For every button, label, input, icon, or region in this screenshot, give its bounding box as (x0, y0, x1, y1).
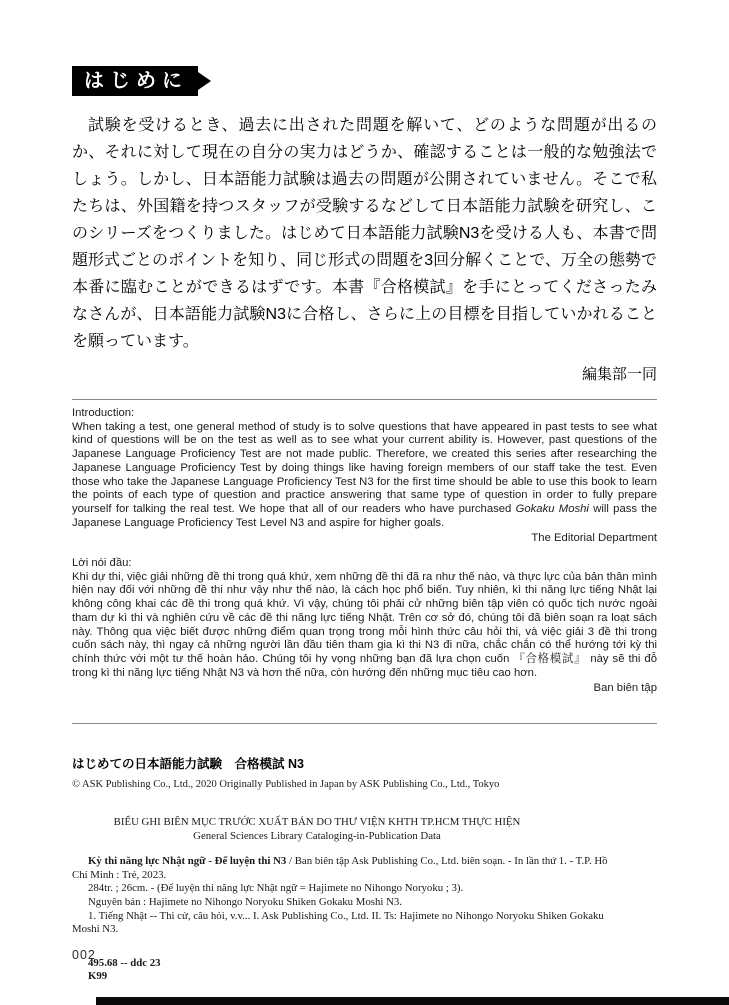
english-heading: Introduction: (72, 407, 135, 419)
cip-physical-description: 284tr. ; 26cm. - (Để luyện thi năng lực Nhật ngữ = Hajimete no Nihongo Noryoku ; 3). (88, 882, 464, 895)
cip-entry-title: Kỳ thi năng lực Nhật ngữ - Để luyện thi N3 (88, 855, 287, 868)
english-body-part1: When taking a test, one general method of study is to solve questions that have appeared in past tests to see what kind of questions will be on the test as well as to see what your current ability is. However, past questions of the Japanese Language Proficiency Test are not made public. Therefore, we created this series after researching the Japanese Language Proficiency Test by doing things like having foreign members of our staff take the test. Even those who take the Japanese Language Proficiency Test N3 for the first time should be able to use this book to learn the points of each type of question and practice answering that same type of question in order to fully prepare yourself for talking the real test. We hope that all of our readers who have purchased (72, 420, 657, 515)
page-number: 002 (72, 948, 96, 962)
section-title-banner (72, 66, 198, 96)
copyright-line: © ASK Publishing Co., Ltd., 2020 Originally Published in Japan by ASK Publishing Co., Ltd., Tokyo (72, 779, 500, 791)
cip-header-vietnamese: BIỂU GHI BIÊN MỤC TRƯỚC XUẤT BẢN DO THƯ VIỆN KHTH TP.HCM THỰC HIỆN (113, 816, 521, 829)
english-introduction-section (72, 407, 657, 546)
cataloging-in-publication-block (72, 816, 622, 984)
vietnamese-introduction-section (72, 557, 657, 696)
page-bottom-edge (96, 997, 729, 1005)
cip-call-number: K99 (88, 970, 108, 983)
divider-bottom (72, 723, 657, 724)
english-signature: The Editorial Department (531, 532, 657, 545)
cip-entries (72, 855, 622, 937)
english-body-part2: will pass the Japanese Language Proficiency Test Level N3 and aspire for higher goals. (72, 502, 657, 529)
english-introduction-paragraph (72, 421, 657, 531)
vietnamese-heading: Lời nói đầu: (72, 557, 132, 570)
cip-original-title: Nguyên bản : Hajimete no Nihongo Noryoku Shiken Gokaku Moshi N3. (88, 896, 402, 909)
vietnamese-signature: Ban biên tập (593, 682, 657, 695)
japanese-signature: 編集部一同 (581, 366, 657, 383)
cip-header-english: General Sciences Library Cataloging-in-Publication Data (193, 829, 441, 842)
cip-ddc-number: 495.68 -- ddc 23 (88, 956, 161, 969)
cip-main-entry (72, 855, 622, 882)
cip-entry-statement: / Ban biên tập Ask Publishing Co., Ltd. biên soạn. - In lần thứ 1. - T.P. Hồ Chí Minh : Trẻ, 2023. (72, 855, 608, 881)
divider-top (72, 399, 657, 400)
cip-tracing: 1. Tiếng Nhật -- Thi cử, câu hỏi, v.v... I. Ask Publishing Co., Ltd. II. Ts: Hajimete no Nihongo Noryoku Shiken Gokaku Moshi N3. (72, 909, 604, 936)
page-title: はじめに (84, 70, 188, 92)
book-title-japanese: はじめての日本語能力試験 合格模試 N3 (72, 757, 304, 772)
book-title-italic: Gokaku Moshi (515, 502, 589, 515)
vietnamese-introduction-paragraph: Khi dự thi, việc giải những đề thi trong quá khứ, xem những đề thi đã ra như thế nào, và thực lực của bản thân mình hiện nay đối với những đề thi như vậy như thế nào, là cách học phổ biến. Tuy nhiên, kì thi năng lực tiếng Nhật lại không công khai các đề thi trong quá khứ. Vì vậy, chúng tôi phải cử những biên tập viên có quốc tịch nước ngoài tham dự kì thi và nghiên cứu về các đề thi năng lực tiếng Nhật. Trên cơ sở đó, chúng tôi đã biên soạn ra loạt sách này. Thông qua việc biết được những điểm quan trọng trong mỗi hình thức câu hỏi thi, và việc giải 3 đề thi trong cuốn sách này, thì ngay cả những người lần đầu tiên tham gia kì thi N3 đi nữa, chắc chắn có thể hướng tới kỳ thi chính thức với một tư thế hoàn hảo. Chúng tôi hy vọng những bạn đã lựa chọn cuốn 『合格模試』 này sẽ thi đỗ trong kì thi năng lực tiếng Nhật N3 và hơn thế nữa, còn hướng đến những mục tiêu cao hơn. (72, 570, 657, 679)
japanese-introduction-paragraph: 試験を受けるとき、過去に出された問題を解いて、どのような問題が出るのか、それに対して現在の自分の実力はどうか、確認することは一般的な勉強法でしょう。しかし、日本語能力試験は過去の問題が公開されていません。そこで私たちは、外国籍を持つスタッフが受験するなどして日本語能力試験を研究し、このシリーズをつくりました。はじめて日本語能力試験N3を受ける人も、本書で問題形式ごとのポイントを知り、同じ形式の問題を3回分解くことで、万全の態勢で本番に臨むことができるはずです。本書『合格模試』を手にとってくださったみなさんが、日本語能力試験N3に合格し、さらに上の目標を目指していかれることを願っています。 (72, 117, 657, 350)
colophon-block (72, 754, 657, 790)
